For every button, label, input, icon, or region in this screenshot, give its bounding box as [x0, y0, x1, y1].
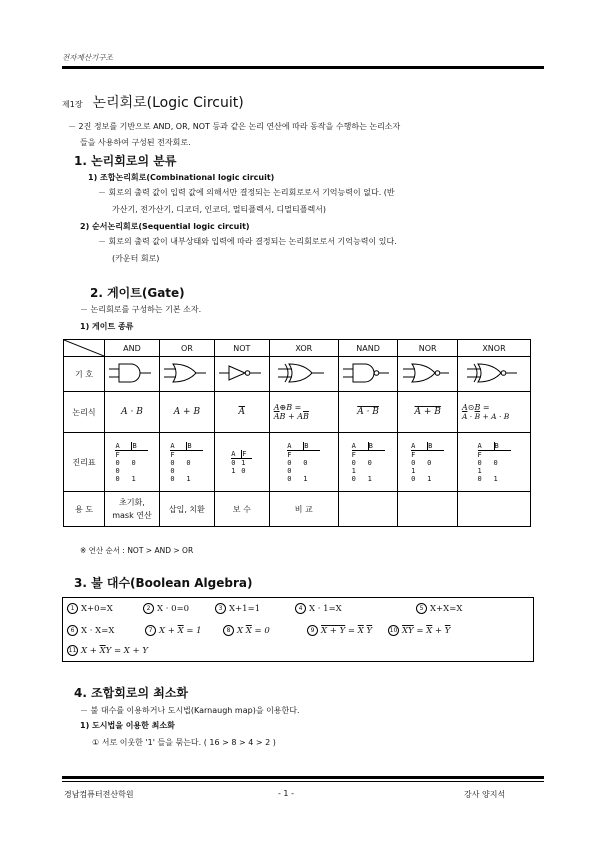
truth-or: A B F 0 0 0 0 1 [159, 433, 214, 492]
xor-gate-icon [269, 357, 338, 392]
law-9: 9 $X + Y = \overline{X}$ $\overline{Y}$ [307, 625, 372, 636]
section-3-title: 3. 불 대수(Boolean Algebra) [74, 576, 253, 590]
header-and: AND [105, 340, 160, 357]
footer-rule-thin [62, 781, 544, 782]
nor-gate-icon [398, 357, 458, 392]
expr-nor: A + B [398, 392, 458, 433]
law-6: 6 X · X=X [67, 625, 114, 636]
boolean-laws-box [62, 597, 534, 662]
row-label-truth: 진리표 [64, 433, 105, 492]
law-3: 3 X+1=1 [215, 603, 260, 614]
expr-and: A · B [105, 392, 160, 433]
row-label-symbol: 기 호 [64, 357, 105, 392]
truth-not: A F 0 1 1 0 [214, 433, 269, 492]
expr-not: $\overline{A}$ [214, 392, 269, 433]
law-10: 10 $\overline{XY} = \overline{X} + \overline{Y}$ [389, 626, 451, 636]
operation-order-note: ※ 연산 순서 : NOT > AND > OR [80, 546, 194, 555]
truth-xor: A B F 0 0 0 0 1 [269, 433, 338, 492]
section-1-item-2-line-2: (카운터 회로) [112, 254, 160, 263]
section-4-desc: － 불 대수를 이용하거나 도시법(Karnaugh map)을 이용한다. [80, 706, 300, 715]
row-label-use: 용 도 [64, 492, 105, 527]
nand-gate-icon [338, 357, 398, 392]
section-1-item-1-line-1: － 회로의 출력 값이 입력 값에 의해서만 결정되는 논리회로로서 기억능력이 없다. (반 [98, 188, 395, 197]
footer-instructor: 강사 양지석 [464, 790, 506, 799]
law-4: 4 X · 1=X [295, 603, 342, 614]
chapter-title [62, 92, 244, 112]
not-gate-icon [214, 357, 269, 392]
section-1-item-2-line-1: － 회로의 출력 값이 내부상태와 입력에 따라 결정되는 논리회로로서 기억능력이 있다. [98, 237, 397, 246]
section-2-desc: － 논리회로를 구성하는 기본 소자. [80, 305, 202, 314]
or-gate-icon [159, 357, 214, 392]
use-xnor [458, 492, 531, 527]
chapter-title-text: 논리회로(Logic Circuit) [92, 95, 244, 111]
use-nand [338, 492, 398, 527]
running-header: 전자계산기구조 [62, 53, 113, 62]
expr-xnor: A⊙B = $\overline{A} \cdot \overline{B} + A \cdot B$ [458, 392, 531, 433]
section-4-sub-title: 1) 도시법을 이용한 최소화 [80, 721, 175, 730]
section-2-sub-title: 1) 게이트 종류 [80, 322, 134, 331]
section-4-title: 4. 조합회로의 최소화 [74, 686, 189, 700]
table-corner [64, 340, 105, 357]
footer-rule-thick [62, 776, 544, 779]
truth-and: A B F 0 0 0 0 1 [105, 433, 160, 492]
expr-or: A + B [159, 392, 214, 433]
intro-line-2: 들을 사용하여 구성된 전자회로. [80, 138, 191, 147]
law-7: 7 $X + \overline{X} = 1$ [145, 625, 202, 636]
footer-page-number: - 1 - [278, 789, 294, 798]
header-nor: NOR [398, 340, 458, 357]
section-1-item-1-line-2: 가산기, 전가산기, 디코더, 인코더, 멀티플렉서, 디멀티플렉서) [112, 205, 327, 214]
use-or: 삽입, 치환 [159, 492, 214, 527]
intro-paragraph [68, 119, 538, 151]
footer-institute: 경남컴퓨터전산학원 [64, 790, 134, 799]
header-xor: XOR [269, 340, 338, 357]
law-5: 5 X+X=X [416, 603, 462, 614]
law-8: 8 X $\overline{X} = 0$ [223, 625, 270, 636]
chapter-number: 제1장 [62, 100, 83, 109]
use-and: 초기화, mask 연산 [105, 492, 160, 527]
intro-line-1: － 2진 정보를 기반으로 AND, OR, NOT 등과 같은 논리 연산에 따라 동작을 수행하는 논리소자 [68, 122, 401, 131]
header-nand: NAND [338, 340, 398, 357]
use-not: 보 수 [214, 492, 269, 527]
section-4-step-1: ① 서로 이웃한 '1' 들을 묶는다. ( 16 > 8 > 4 > 2 ) [92, 738, 276, 747]
use-nor [398, 492, 458, 527]
law-1: 1 X+0=X [67, 603, 113, 614]
header-xnor: XNOR [458, 340, 531, 357]
truth-nand: A B F 0 0 1 0 1 [338, 433, 398, 492]
section-1-item-2-title: 2) 순서논리회로(Sequential logic circuit) [80, 222, 250, 231]
header-or: OR [159, 340, 214, 357]
truth-nor: A B F 0 0 1 0 1 [398, 433, 458, 492]
and-gate-icon [105, 357, 160, 392]
corner-diagonal [64, 340, 104, 356]
xnor-gate-icon [458, 357, 531, 392]
gate-table [63, 339, 531, 527]
header-rule [62, 66, 544, 69]
section-1-item-1-title: 1) 조합논리회로(Combinational logic circuit) [88, 173, 275, 182]
truth-xnor: A B F 0 0 1 0 1 [458, 433, 531, 492]
law-11: 11 $X + \overline{X}Y = X + Y$ [68, 646, 148, 656]
law-2: 2 X · 0=0 [143, 603, 189, 614]
use-xor: 비 교 [269, 492, 338, 527]
expr-xor: A⊕B = $\overline{A}B + A\overline{B}$ [269, 392, 338, 433]
header-not: NOT [214, 340, 269, 357]
row-label-expr: 논리식 [64, 392, 105, 433]
expr-nand: A · B [338, 392, 398, 433]
section-2-title: 2. 게이트(Gate) [90, 286, 185, 300]
section-1-title: 1. 논리회로의 분류 [74, 154, 177, 168]
